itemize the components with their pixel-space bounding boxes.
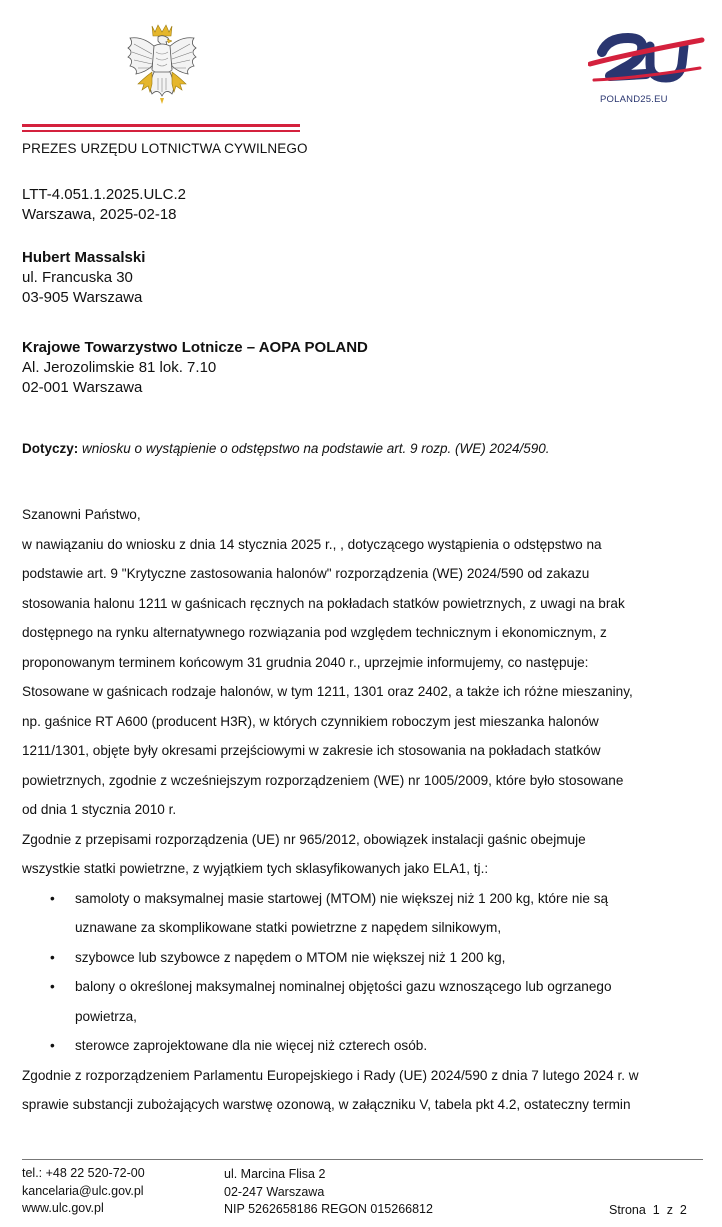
bullet-item (22, 1031, 712, 1061)
footer-address (224, 1166, 433, 1219)
bullet-text: szybowce lub szybowce z napędem o MTOM nie większej niż 1 200 kg, (75, 949, 506, 965)
reference-number: LTT-4.051.1.2025.ULC.2 (22, 186, 186, 203)
bullet-dot: • (50, 949, 55, 965)
recipient-street: Al. Jerozolimskie 81 lok. 7.10 (22, 359, 217, 376)
bullet-item (22, 943, 712, 973)
page-total: 2 (679, 1203, 687, 1217)
bullet-text: balony o określonej maksymalnej nominalnej objętości gazu wznoszącego lub ogrzanego (75, 979, 612, 994)
recipient-name: Krajowe Towarzystwo Lotnicze – AOPA POLAND (22, 339, 368, 356)
subject-label: Dotyczy: (22, 441, 79, 456)
bullet-continuation: powietrza, (75, 1008, 137, 1024)
paragraph-line: dostępnego na rynku alternatywnego rozwiązania pod względem technicznym i ekonomicznym, z (22, 625, 607, 640)
page-label: Strona (609, 1203, 646, 1217)
paragraph-line: stosowania halonu 1211 w gaśnicach ręcznych na pokładach statków powietrznych, z uwagi na brak (22, 595, 625, 611)
footer-ids: NIP 5262658186 REGON 015266812 (224, 1202, 433, 1216)
paragraph-line: proponowanym terminem końcowym 31 grudnia 2040 r., uprzejmie informujemy, co następuje: (22, 654, 589, 670)
recipient-block-1 (22, 248, 145, 308)
subject-text: wniosku o wystąpienie o odstępstwo na podstawie art. 9 rozp. (WE) 2024/590. (82, 441, 550, 456)
letter-body (22, 500, 712, 1120)
recipient-name: Hubert Massalski (22, 249, 146, 266)
bullet-text: samoloty o maksymalnej masie startowej (MTOM) nie większej niż 1 200 kg, które nie są (75, 890, 609, 906)
recipient-city: 02-001 Warszawa (22, 379, 143, 396)
paragraph-line: w nawiązaniu do wniosku z dnia 14 stycznia 2025 r., , dotyczącego wystąpienia o odstępstwo na (22, 536, 602, 552)
place-date: Warszawa, 2025-02-18 (22, 206, 177, 223)
footer-city: 02-247 Warszawa (224, 1184, 325, 1199)
footer-website[interactable]: www.ulc.gov.pl (22, 1201, 104, 1215)
paragraph-line: wszystkie statki powietrzne, z wyjątkiem tych sklasyfikowanych jako ELA1, tj.: (22, 861, 489, 876)
footer-divider (22, 1159, 703, 1160)
footer-email[interactable]: kancelaria@ulc.gov.pl (22, 1183, 144, 1198)
header-red-line-thin (22, 130, 300, 132)
polish-eagle-emblem-icon (122, 22, 202, 106)
page-number (609, 1203, 687, 1217)
footer-contact (22, 1165, 145, 1218)
paragraph-line: od dnia 1 stycznia 2010 r. (22, 802, 177, 817)
paragraph-line: Stosowane w gaśnicach rodzaje halonów, w tym 1211, 1301 oraz 2402, a także ich różne mieszaniny, (22, 684, 633, 699)
bullet-dot: • (50, 890, 55, 906)
paragraph-line: powietrznych, zgodnie z wcześniejszym rozporządzeniem (WE) nr 1005/2009, które było stosowane (22, 772, 624, 788)
reference-block (22, 185, 186, 225)
bullet-dot: • (50, 979, 55, 994)
paragraph-line: Zgodnie z rozporządzeniem Parlamentu Europejskiego i Rady (UE) 2024/590 z dnia 7 lutego 2024 r. w (22, 1067, 639, 1083)
page-current: 1 (652, 1203, 660, 1217)
logo-text: POLAND25.EU (600, 94, 668, 105)
paragraph-line: Zgodnie z przepisami rozporządzenia (UE) nr 965/2012, obowiązek instalacji gaśnic obejmuje (22, 831, 586, 847)
paragraph-line: np. gaśnice RT A600 (producent H3R), w których czynnikiem roboczym jest mieszanka halonów (22, 713, 599, 729)
bullet-continuation: uznawane za skomplikowane statki powietrzne z napędem silnikowym, (75, 920, 502, 935)
paragraph-line: 1211/1301, objęte były okresami przejściowymi w zakresie ich stosowania na pokładach statków (22, 743, 601, 758)
bullet-item (22, 972, 712, 1002)
subject-line (22, 441, 550, 456)
recipient-street: ul. Francuska 30 (22, 269, 133, 286)
bullet-item (22, 884, 712, 914)
paragraph-line: sprawie substancji zubożających warstwę ozonową, w załączniku V, tabela pkt 4.2, ostateczny termin (22, 1097, 631, 1112)
paragraph-line: podstawie art. 9 "Krytyczne zastosowania halonów" rozporządzenia (WE) 2024/590 od zakazu (22, 566, 590, 581)
bullet-text: sterowce zaprojektowane dla nie więcej niż czterech osób. (75, 1038, 428, 1053)
header-red-line (22, 124, 300, 127)
footer-phone: tel.: +48 22 520-72-00 (22, 1166, 145, 1180)
greeting: Szanowni Państwo, (22, 507, 141, 522)
recipient-block-2 (22, 338, 368, 398)
bullet-dot: • (50, 1038, 55, 1053)
footer-street: ul. Marcina Flisa 2 (224, 1167, 326, 1181)
page-separator: z (666, 1203, 673, 1217)
office-title: PREZES URZĘDU LOTNICTWA CYWILNEGO (22, 141, 308, 156)
recipient-city: 03-905 Warszawa (22, 289, 143, 306)
